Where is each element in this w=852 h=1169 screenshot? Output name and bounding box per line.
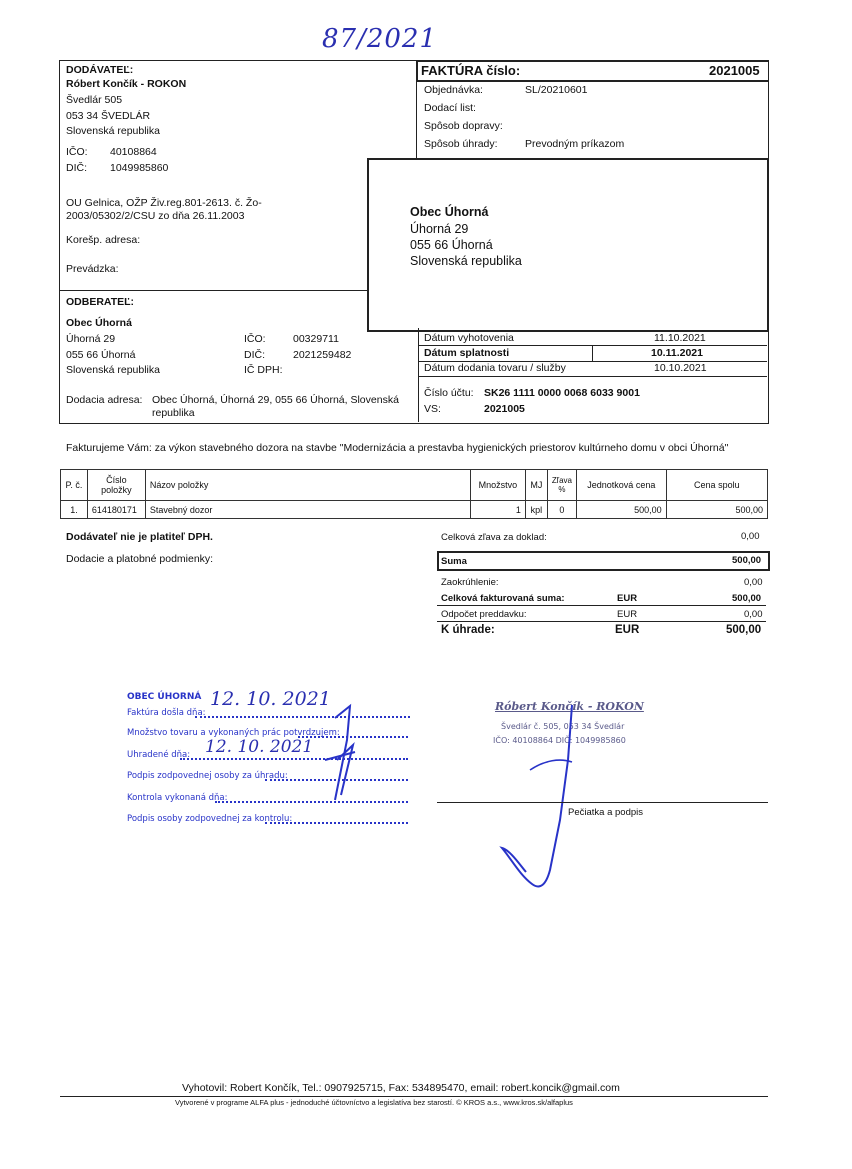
delivery-address: Obec Úhorná, Úhorná 29, 055 66 Úhorná, Slovenská republika — [152, 394, 399, 419]
seal-ids: IČO: 40108864 DIČ: 1049985860 — [493, 736, 626, 745]
table-cell: 614180171 — [87, 501, 145, 519]
invoice-number: 2021005 — [709, 63, 760, 78]
stamp-line-2: Množstvo tovaru a vykonaných prác potvrdzujem: — [127, 728, 340, 738]
supplier-city: 053 34 ŠVEDLÁR — [66, 110, 151, 122]
col-header: Číslo položky — [87, 470, 145, 501]
customer-ico-label: IČO: — [244, 333, 266, 345]
invoice-title: FAKTÚRA číslo: — [421, 63, 521, 78]
due-date-label: Dátum splatnosti — [424, 347, 510, 359]
supplier-ico: 40108864 — [110, 146, 157, 158]
customer-name: Obec Úhorná — [66, 317, 132, 329]
col-header: MJ — [525, 470, 547, 501]
advance-label: Odpočet preddavku: — [441, 609, 527, 620]
handwritten-reference: 87/2021 — [322, 24, 438, 54]
supplier-signature — [480, 700, 600, 895]
issue-date: 11.10.2021 — [654, 332, 706, 344]
table-cell: kpl — [525, 501, 547, 519]
sum-label: Suma — [441, 556, 467, 567]
customer-dic: 2021259482 — [293, 349, 352, 361]
payment-value: Prevodným príkazom — [525, 138, 625, 150]
supplier-street: Švedlár 505 — [66, 94, 123, 106]
sum-value: 500,00 — [732, 555, 762, 566]
customer-city: 055 66 Úhorná — [66, 349, 136, 361]
footer-issued-by: Vyhotovil: Robert Končík, Tel.: 0907925715, Fax: 534895470, email: robert.koncik@gmail.com — [182, 1082, 620, 1094]
supplier-ico-label: IČO: — [66, 146, 88, 158]
items-table — [60, 469, 768, 519]
transport-label: Spôsob dopravy: — [424, 120, 503, 132]
col-header: Jednotková cena — [577, 470, 667, 501]
vs-label: VS: — [424, 403, 441, 415]
advance-value: 0,00 — [744, 609, 763, 620]
discount-label: Celková zľava za doklad: — [441, 532, 547, 543]
customer-heading: ODBERATEĽ: — [66, 296, 135, 308]
amount-due-value: 500,00 — [726, 624, 762, 636]
seal-address: Švedlár č. 505, 053 34 Švedlár — [501, 722, 625, 731]
delivery-date: 10.10.2021 — [654, 362, 707, 374]
col-header: Cena spolu — [666, 470, 767, 501]
supplier-prevadzka-label: Prevádzka: — [66, 263, 119, 275]
signature-line — [437, 802, 768, 803]
payment-label: Spôsob úhrady: — [424, 138, 498, 150]
issue-date-label: Dátum vyhotovenia — [424, 332, 514, 344]
stamp-paid-date: 12. 10. 2021 — [205, 737, 314, 757]
recipient-city: 055 66 Úhorná — [410, 238, 493, 252]
total-label: Celková fakturovaná suma: — [441, 593, 565, 604]
customer-country: Slovenská republika — [66, 364, 160, 376]
customer-dic-label: DIČ: — [244, 349, 265, 361]
col-header: Zľava % — [547, 470, 576, 501]
signature-label: Pečiatka a podpis — [568, 807, 643, 818]
order-value: SL/20210601 — [525, 84, 588, 96]
table-cell: 500,00 — [577, 501, 667, 519]
total-currency: EUR — [617, 593, 638, 604]
delivery-note-label: Dodací list: — [424, 102, 476, 114]
rounding-value: 0,00 — [744, 577, 763, 588]
account-label: Číslo účtu: — [424, 387, 474, 399]
delivery-date-label: Dátum dodania tovaru / služby — [424, 362, 566, 374]
rounding-label: Zaokrúhlenie: — [441, 577, 499, 588]
col-header: P. č. — [61, 470, 88, 501]
account-number: SK26 1111 0000 0068 6033 9001 — [484, 387, 640, 399]
approval-signature — [295, 700, 375, 810]
recipient-country: Slovenská republika — [410, 254, 522, 268]
table-header-row — [61, 470, 768, 501]
supplier-registration: OU Gelnica, OŽP Živ.reg.801-2613. č. Žo-2003/05302/2/CSU zo dňa 26.11.2003 — [66, 197, 262, 222]
supplier-dic: 1049985860 — [110, 162, 169, 174]
recipient-name: Obec Úhorná — [410, 205, 489, 219]
advance-currency: EUR — [617, 609, 638, 620]
stamp-line-6: Podpis osoby zodpovednej za kontrolu: — [127, 814, 293, 824]
sum-box — [437, 551, 770, 571]
due-date: 10.11.2021 — [651, 347, 703, 359]
footer-software: Vytvorené v programe ALFA plus - jednoduché účtovníctvo a legislatíva bez starostí. © KROS a.s., www.kros.sk/alfaplus — [175, 1098, 573, 1107]
supplier-koresp-label: Korešp. adresa: — [66, 234, 141, 246]
delivery-address-label: Dodacia adresa: — [66, 394, 143, 406]
stamp-line-3: Uhradené dňa: — [127, 750, 191, 760]
customer-icdph-label: IČ DPH: — [244, 364, 283, 376]
stamp-line-1: Faktúra došla dňa: — [127, 708, 206, 718]
invoice-description: Fakturujeme Vám: za výkon stavebného dozora na stavbe "Modernizácia a prestavba hygienických priestorov kultúrneho domu v obci Úhorná" — [66, 442, 729, 454]
supplier-heading: DODÁVATEĽ: — [66, 64, 134, 76]
terms-label: Dodacie a platobné podmienky: — [66, 553, 214, 565]
table-cell: 0 — [547, 501, 576, 519]
order-label: Objednávka: — [424, 84, 483, 96]
table-cell: 1. — [61, 501, 88, 519]
seal-name: Róbert Končík - ROKON — [495, 700, 644, 713]
total-value: 500,00 — [732, 593, 762, 604]
stamp-received-date: 12. 10. 2021 — [210, 688, 331, 710]
amount-due-label: K úhrade: — [441, 624, 495, 636]
supplier-dic-label: DIČ: — [66, 162, 87, 174]
table-cell: Stavebný dozor — [145, 501, 470, 519]
table-cell: 1 — [470, 501, 525, 519]
table-row — [61, 501, 768, 519]
recipient-street: Úhorná 29 — [410, 222, 469, 236]
stamp-line-4: Podpis zodpovednej osoby za úhradu: — [127, 771, 288, 781]
customer-ico: 00329711 — [293, 333, 339, 345]
vat-note: Dodávateľ nie je platiteľ DPH. — [66, 531, 213, 543]
vs-value: 2021005 — [484, 403, 525, 415]
table-cell: 500,00 — [666, 501, 767, 519]
col-header: Názov položky — [145, 470, 470, 501]
supplier-name: Róbert Končík - ROKON — [66, 78, 187, 90]
supplier-country: Slovenská republika — [66, 125, 160, 137]
stamp-title: OBEC ÚHORNÁ — [127, 692, 202, 702]
stamp-line-5: Kontrola vykonaná dňa: — [127, 793, 228, 803]
col-header: Množstvo — [470, 470, 525, 501]
discount-value: 0,00 — [741, 531, 760, 542]
customer-street: Úhorná 29 — [66, 333, 116, 345]
amount-due-currency: EUR — [615, 624, 640, 636]
